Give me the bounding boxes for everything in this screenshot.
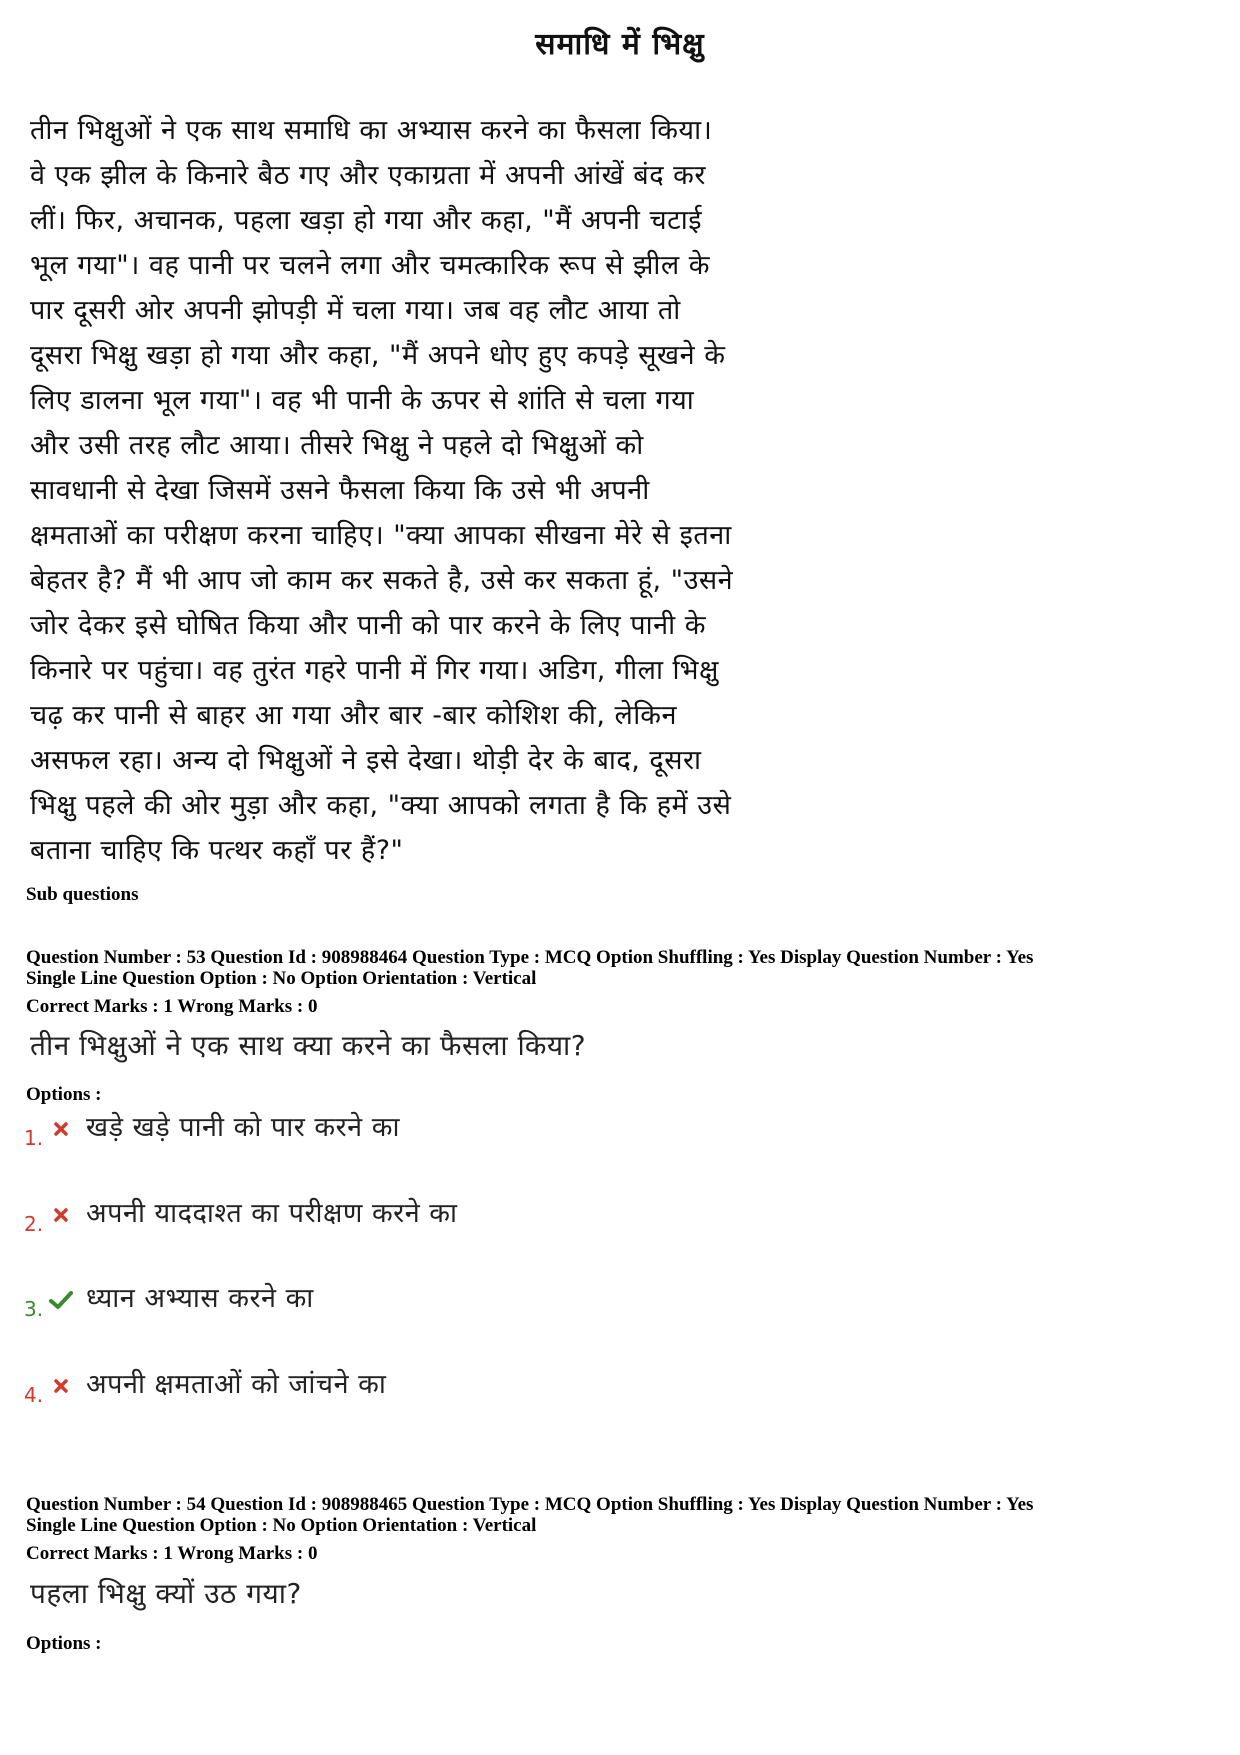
question-marks: Correct Marks : 1 Wrong Marks : 0 xyxy=(26,996,318,1017)
options-label: Options : xyxy=(26,1084,102,1105)
passage-title: समाधि में भिक्षु xyxy=(535,27,705,62)
option-text: ध्यान अभ्यास करने का xyxy=(86,1283,314,1314)
option-number: 2. xyxy=(24,1212,44,1236)
question-text: पहला भिक्षु क्यों उठ गया? xyxy=(30,1577,302,1610)
passage-line: किनारे पर पहुंचा। वह तुरंत गहरे पानी में गिर गया। अडिग, गीला भिक्षु xyxy=(30,655,719,686)
option-text: अपनी याददाश्त का परीक्षण करने का xyxy=(86,1198,458,1229)
passage-line: वे एक झील के किनारे बैठ गए और एकाग्रता में अपनी आंखें बंद कर xyxy=(30,160,706,191)
passage-body xyxy=(30,108,930,873)
passage-line: बताना चाहिए कि पत्थर कहाँ पर हैं?" xyxy=(30,835,404,866)
question-meta-line: Question Number : 53 Question Id : 908988464 Question Type : MCQ Option Shuffling : Yes Display Question Number : Yes xyxy=(26,947,1034,968)
cross-mark-icon xyxy=(48,1373,74,1399)
passage-line: भिक्षु पहले की ओर मुड़ा और कहा, "क्या आपको लगता है कि हमें उसे xyxy=(30,790,732,821)
passage-line: दूसरा भिक्षु खड़ा हो गया और कहा, "मैं अपने धोए हुए कपड़े सूखने के xyxy=(30,340,726,371)
question-meta-line: Single Line Question Option : No Option Orientation : Vertical xyxy=(26,968,537,989)
passage-line: बेहतर है? मैं भी आप जो काम कर सकते है, उसे कर सकता हूं, "उसने xyxy=(30,565,734,596)
cross-mark-icon xyxy=(48,1202,74,1228)
sub-questions-label: Sub questions xyxy=(26,884,139,905)
option-text: खड़े खड़े पानी को पार करने का xyxy=(86,1112,400,1143)
check-mark-icon xyxy=(48,1287,74,1313)
passage-line: तीन भिक्षुओं ने एक साथ समाधि का अभ्यास करने का फैसला किया। xyxy=(30,115,713,146)
option-number: 1. xyxy=(24,1126,44,1150)
option-item[interactable] xyxy=(24,1198,458,1238)
question-meta-line: Question Number : 54 Question Id : 908988465 Question Type : MCQ Option Shuffling : Yes Display Question Number : Yes xyxy=(26,1494,1034,1515)
passage-line: लीं। फिर, अचानक, पहला खड़ा हो गया और कहा, "मैं अपनी चटाई xyxy=(30,205,702,236)
passage-line: लिए डालना भूल गया"। वह भी पानी के ऊपर से शांति से चला गया xyxy=(30,385,695,416)
passage-line: चढ़ कर पानी से बाहर आ गया और बार -बार कोशिश की, लेकिन xyxy=(30,700,677,731)
question-meta-line: Single Line Question Option : No Option Orientation : Vertical xyxy=(26,1515,537,1536)
passage-line: भूल गया"। वह पानी पर चलने लगा और चमत्कारिक रूप से झील के xyxy=(30,250,711,281)
option-item[interactable] xyxy=(24,1369,386,1409)
passage-line: असफल रहा। अन्य दो भिक्षुओं ने इसे देखा। थोड़ी देर के बाद, दूसरा xyxy=(30,745,702,776)
option-item[interactable] xyxy=(24,1112,400,1152)
question-text: तीन भिक्षुओं ने एक साथ क्या करने का फैसला किया? xyxy=(30,1029,587,1062)
option-item[interactable] xyxy=(24,1283,314,1323)
passage-line: और उसी तरह लौट आया। तीसरे भिक्षु ने पहले दो भिक्षुओं को xyxy=(30,430,644,461)
options-label: Options : xyxy=(26,1633,102,1654)
passage-line: क्षमताओं का परीक्षण करना चाहिए। "क्या आपका सीखना मेरे से इतना xyxy=(30,520,732,551)
cross-mark-icon xyxy=(48,1116,74,1142)
option-text: अपनी क्षमताओं को जांचने का xyxy=(86,1369,387,1400)
option-number: 4. xyxy=(24,1383,44,1407)
passage-line: जोर देकर इसे घोषित किया और पानी को पार करने के लिए पानी के xyxy=(30,610,706,641)
passage-line: सावधानी से देखा जिसमें उसने फैसला किया कि उसे भी अपनी xyxy=(30,475,650,506)
question-marks: Correct Marks : 1 Wrong Marks : 0 xyxy=(26,1543,318,1564)
passage-line: पार दूसरी ओर अपनी झोपड़ी में चला गया। जब वह लौट आया तो xyxy=(30,295,681,326)
option-number: 3. xyxy=(24,1297,44,1321)
